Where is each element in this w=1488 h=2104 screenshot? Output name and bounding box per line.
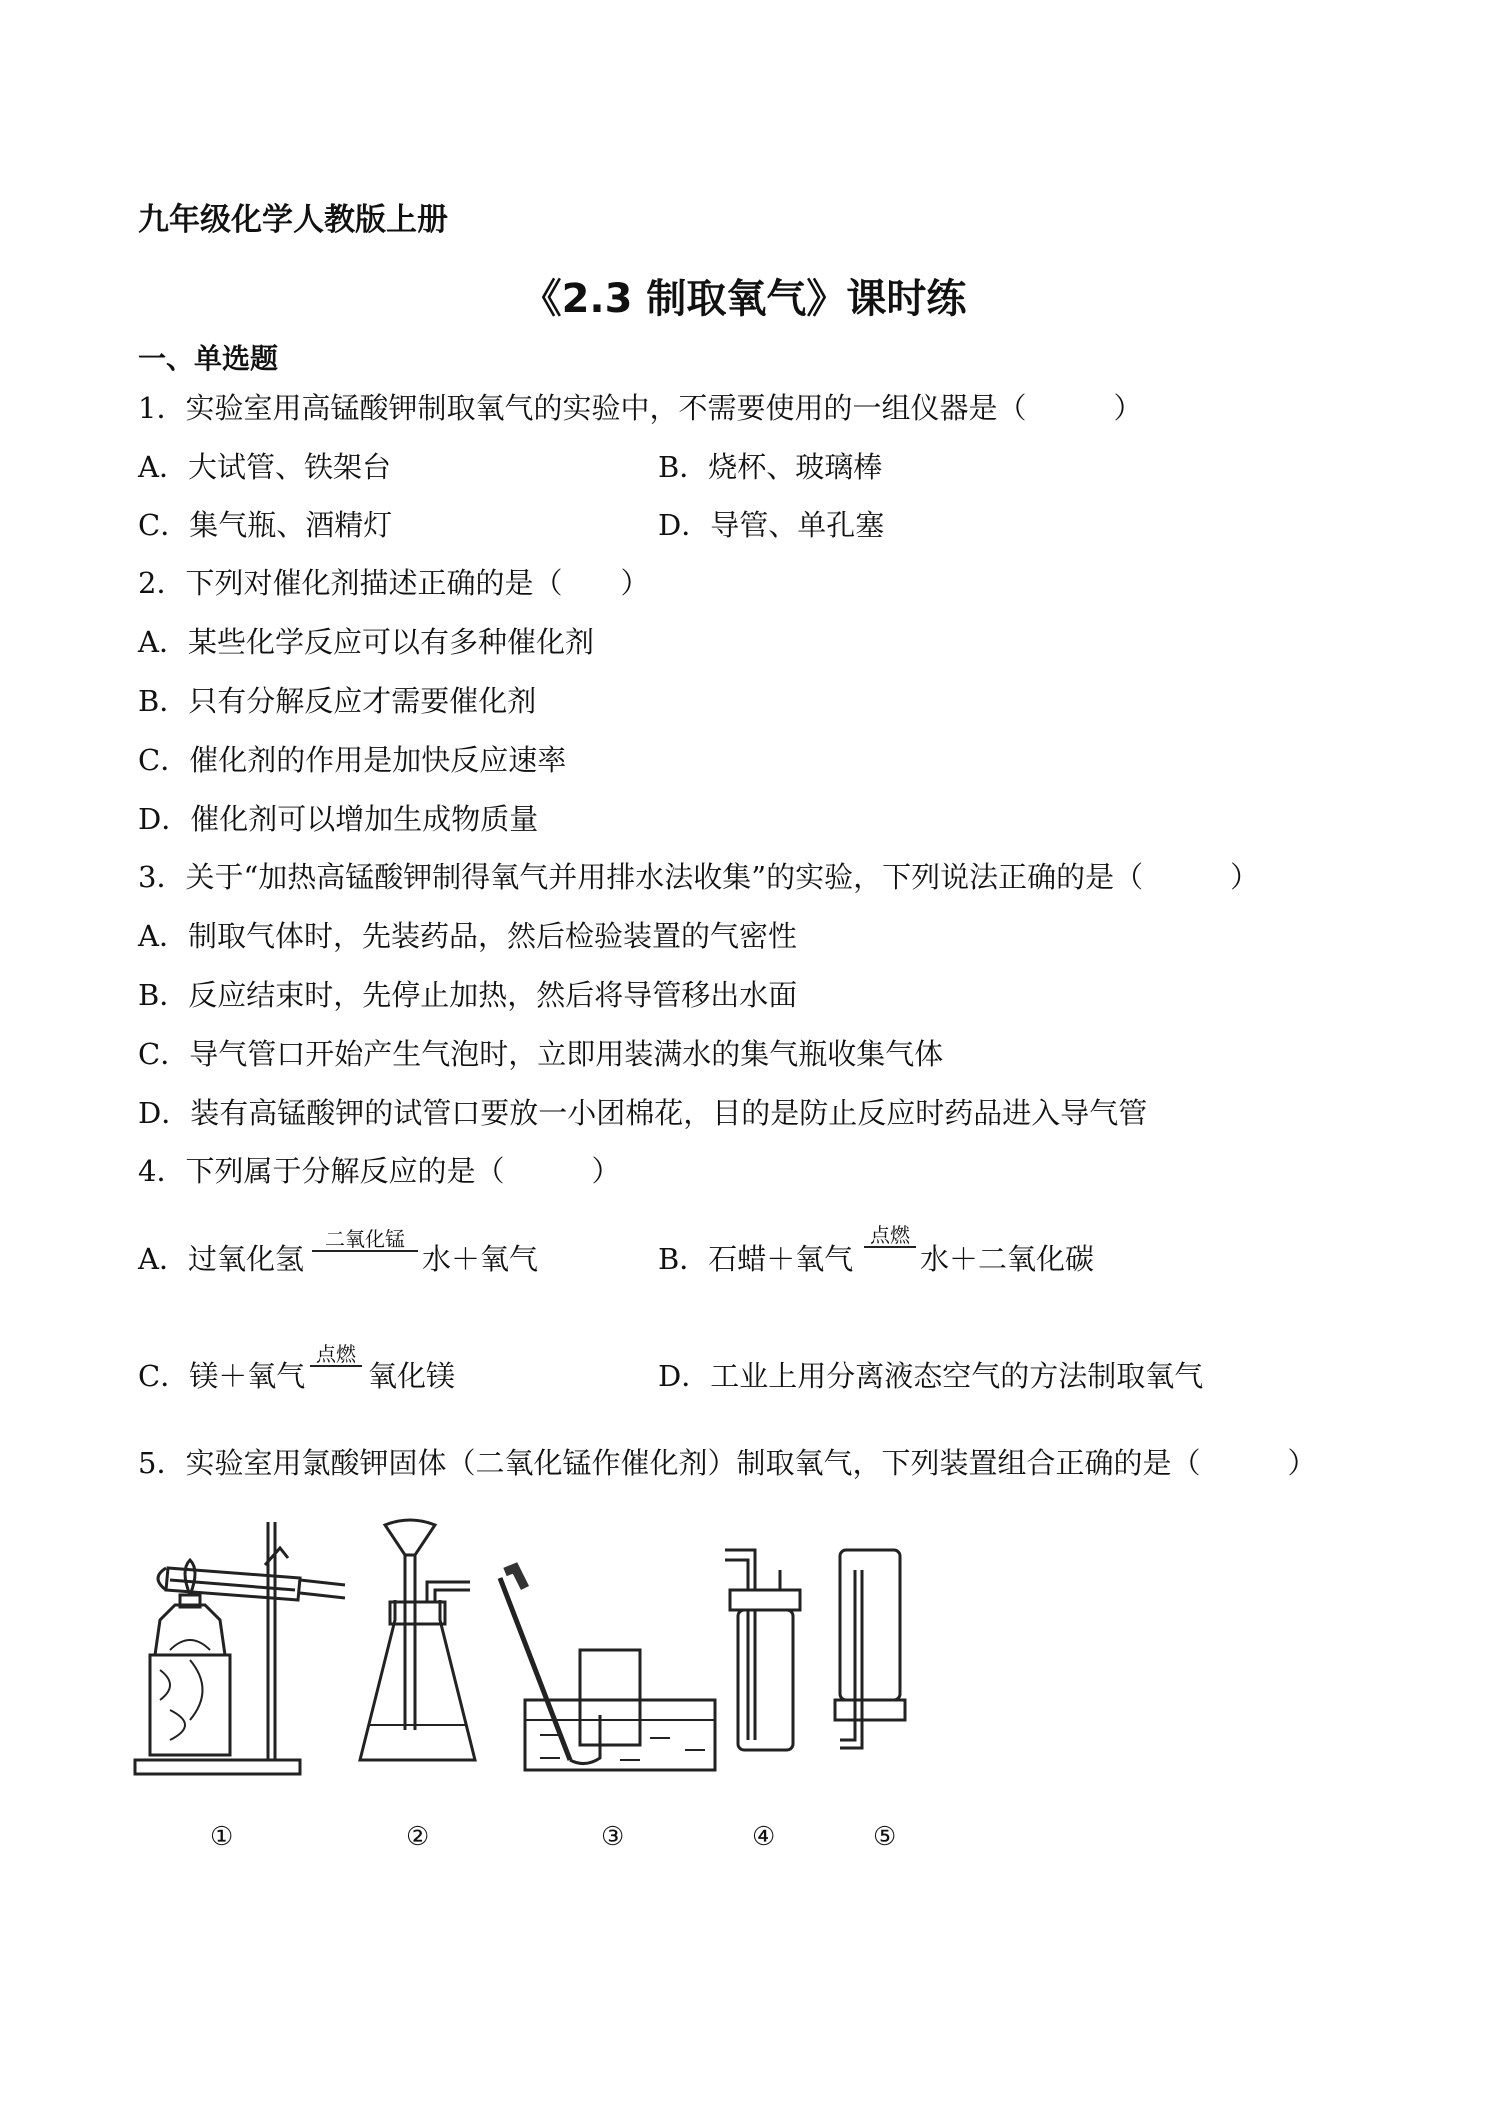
question-1-option-a: A．大试管、铁架台 [138,450,391,484]
apparatus-label-3: ③ [601,1822,625,1852]
apparatus-3-water-trough [500,1568,715,1770]
question-3-option-d: D．装有高锰酸钾的试管口要放一小团棉花，目的是防止反应时药品进入导气管 [138,1096,1148,1130]
question-4-option-a-product: 水＋氧气 [422,1242,539,1276]
question-3-option-a: A．制取气体时，先装药品，然后检验装置的气密性 [138,919,797,953]
section-heading: 一、单选题 [138,342,279,375]
question-4-option-c-condition-arrow [310,1343,362,1367]
question-4-option-a-condition: 二氧化锰 [325,1227,405,1251]
question-4-option-c-reactant: C．镁＋氧气 [138,1359,306,1393]
question-5-stem: 5．实验室用氯酸钾固体（二氧化锰作催化剂）制取氧气，下列装置组合正确的是（ ） [138,1446,1317,1480]
question-2-option-c: C．催化剂的作用是加快反应速率 [138,743,567,777]
question-3-option-c: C．导气管口开始产生气泡时，立即用装满水的集气瓶收集气体 [138,1037,944,1071]
apparatus-label-5: ⑤ [873,1822,897,1852]
question-4-option-c-condition: 点燃 [316,1342,356,1366]
question-1-option-d: D．导管、单孔塞 [658,508,885,542]
apparatus-label-1: ① [210,1822,234,1852]
question-4-stem: 4．下列属于分解反应的是（ ） [138,1154,621,1188]
question-1-option-c: C．集气瓶、酒精灯 [138,508,393,542]
apparatus-4-gas-bottle [725,1550,800,1750]
question-4-option-a-reactant: A．过氧化氢 [138,1242,304,1276]
question-4-option-b-condition-arrow [864,1224,916,1248]
question-1-option-b: B．烧杯、玻璃棒 [658,450,883,484]
question-2-stem: 2．下列对催化剂描述正确的是（ ） [138,566,650,600]
apparatus-1-heating-setup [135,1522,345,1774]
question-4-option-d: D．工业上用分离液态空气的方法制取氧气 [658,1359,1204,1393]
document-subtitle: 九年级化学人教版上册 [138,202,448,238]
question-2-option-b: B．只有分解反应才需要催化剂 [138,684,537,718]
question-2-option-a: A．某些化学反应可以有多种催化剂 [138,625,594,659]
apparatus-5-inverted-bottle [835,1550,905,1748]
apparatus-label-4: ④ [752,1822,776,1852]
question-4-option-a-condition-arrow [312,1228,418,1252]
document-title: 《2.3 制取氧气》课时练 [521,276,967,322]
question-1-stem: 1．实验室用高锰酸钾制取氧气的实验中，不需要使用的一组仪器是（ ） [138,391,1143,425]
question-4-option-b-reactant: B．石蜡＋氧气 [658,1242,854,1276]
question-4-option-b-condition: 点燃 [870,1223,910,1247]
question-3-option-b: B．反应结束时，先停止加热，然后将导管移出水面 [138,978,798,1012]
apparatus-figure [130,1510,950,1830]
apparatus-2-flask-with-funnel [360,1520,475,1760]
question-2-option-d: D．催化剂可以增加生成物质量 [138,802,539,836]
question-3-stem: 3．关于“加热高锰酸钾制得氧气并用排水法收集”的实验，下列说法正确的是（ ） [138,860,1260,894]
question-4-option-b-product: 水＋二氧化碳 [920,1242,1095,1276]
apparatus-label-2: ② [406,1822,430,1852]
question-4-option-c-product: 氧化镁 [368,1359,456,1393]
